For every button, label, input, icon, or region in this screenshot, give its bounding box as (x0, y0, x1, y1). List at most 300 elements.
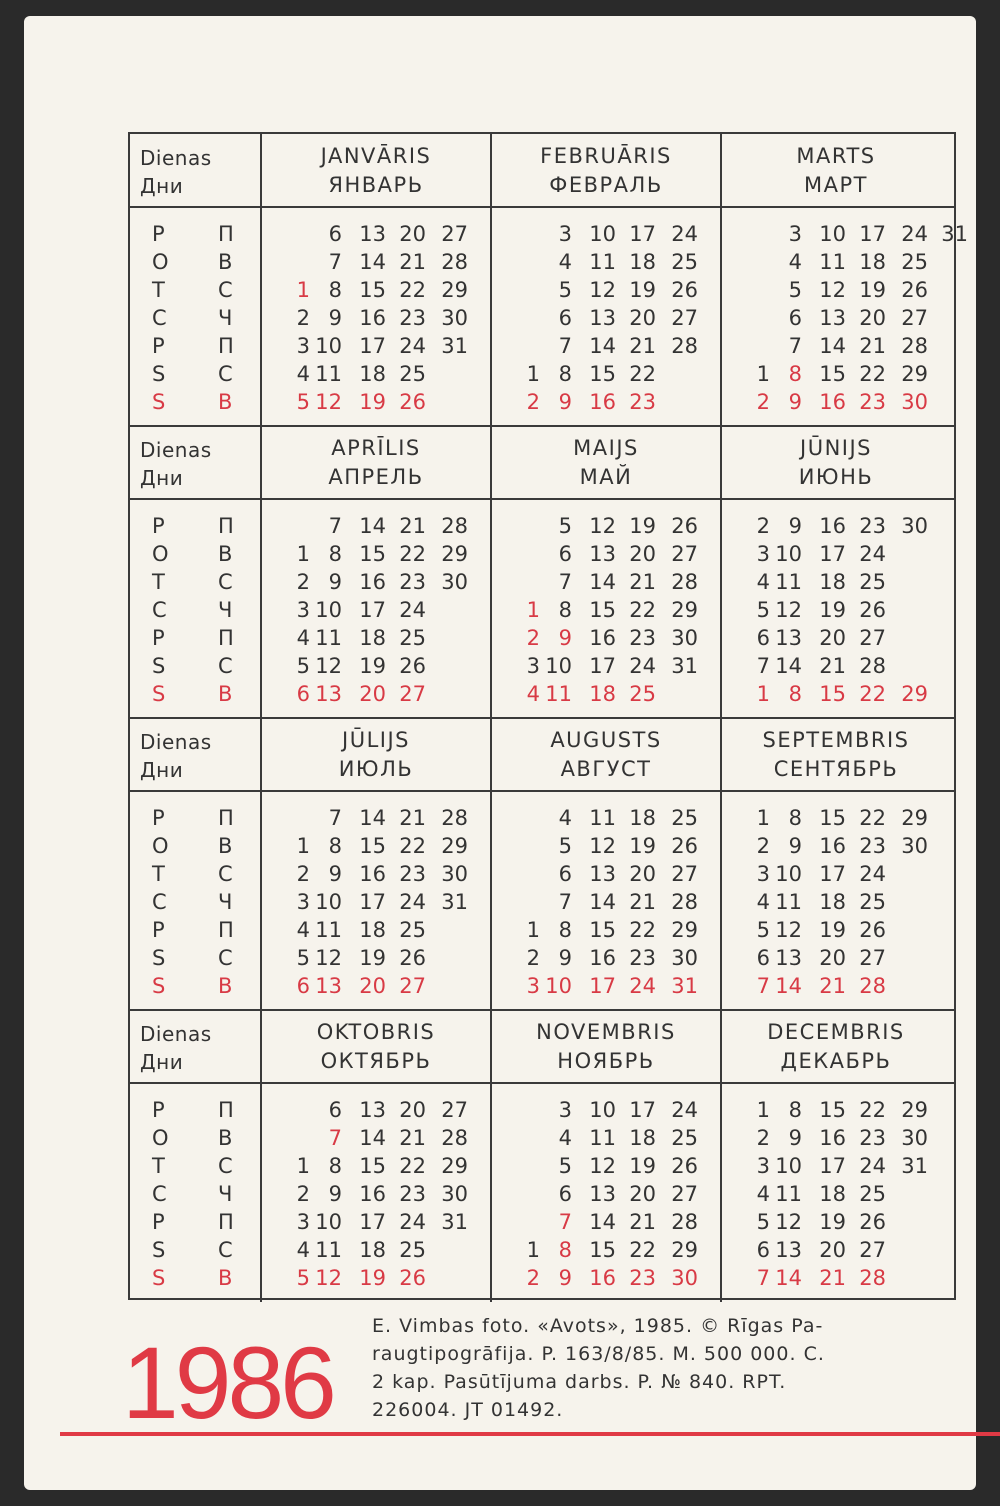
day-name-ru: С (218, 1238, 233, 1262)
day-cell: 23 (629, 946, 656, 970)
week-row (722, 888, 950, 916)
day-name-row (138, 568, 248, 596)
day-cell: 15 (819, 682, 846, 706)
day-cell: 25 (859, 570, 886, 594)
day-cell: 3 (526, 974, 540, 998)
day-cell: 7 (558, 570, 572, 594)
day-cell: 2 (526, 1266, 540, 1290)
day-name-ru: П (218, 1210, 234, 1234)
day-cell: 10 (545, 974, 572, 998)
day-cell: 30 (441, 1182, 468, 1206)
day-cell: 4 (558, 1126, 572, 1150)
day-cell: 18 (359, 626, 386, 650)
day-cell: 29 (901, 806, 928, 830)
day-name-ru: С (218, 362, 233, 386)
day-cell: 6 (788, 306, 802, 330)
day-cell: 10 (589, 1098, 616, 1122)
day-cell: 28 (441, 806, 468, 830)
day-names-column (138, 220, 248, 416)
month-days (722, 804, 950, 1000)
week-row (722, 860, 950, 888)
day-cell: 16 (819, 390, 846, 414)
day-cell: 7 (558, 890, 572, 914)
day-name-row (138, 624, 248, 652)
day-cell: 26 (671, 514, 698, 538)
day-cell: 4 (296, 626, 310, 650)
day-names-label-lv: Dienas (140, 730, 212, 754)
quarter-divider (130, 1009, 954, 1011)
week-row (492, 276, 720, 304)
day-names-label-lv: Dienas (140, 438, 212, 462)
day-cell: 4 (296, 362, 310, 386)
day-cell: 24 (399, 890, 426, 914)
day-name-row (138, 652, 248, 680)
day-cell: 16 (819, 1126, 846, 1150)
day-name-lv: P (152, 334, 165, 358)
week-row (492, 248, 720, 276)
week-row (722, 304, 950, 332)
day-cell: 31 (671, 654, 698, 678)
day-cell: 4 (296, 1238, 310, 1262)
day-cell: 13 (589, 1182, 616, 1206)
day-cell: 9 (328, 862, 342, 886)
day-cell: 12 (315, 946, 342, 970)
day-cell: 1 (526, 1238, 540, 1262)
month-name-lv: SEPTEMBRIS (762, 728, 910, 752)
day-cell: 24 (859, 862, 886, 886)
day-cell: 25 (629, 682, 656, 706)
day-name-row (138, 804, 248, 832)
day-name-row (138, 860, 248, 888)
day-cell: 18 (359, 918, 386, 942)
day-cell: 19 (629, 1154, 656, 1178)
day-cell: 29 (671, 1238, 698, 1262)
day-cell: 4 (756, 890, 770, 914)
day-cell: 6 (296, 974, 310, 998)
day-cell: 7 (328, 806, 342, 830)
header-divider (130, 206, 954, 208)
month-name-ru: ФЕВРАЛЬ (549, 173, 663, 197)
day-name-ru: П (218, 222, 234, 246)
day-cell: 18 (629, 806, 656, 830)
month-days (262, 1096, 490, 1292)
month-header (722, 726, 950, 784)
day-name-ru: С (218, 654, 233, 678)
week-row (722, 972, 950, 1000)
day-cell: 23 (859, 1126, 886, 1150)
week-row (722, 680, 950, 708)
day-cell: 22 (859, 1098, 886, 1122)
day-cell: 25 (671, 806, 698, 830)
month-days (722, 512, 950, 708)
day-cell: 24 (859, 542, 886, 566)
day-cell: 15 (359, 542, 386, 566)
day-cell: 30 (671, 1266, 698, 1290)
day-cell: 31 (441, 890, 468, 914)
day-cell: 26 (859, 1210, 886, 1234)
week-row (722, 332, 950, 360)
day-cell: 16 (819, 834, 846, 858)
day-cell: 2 (526, 946, 540, 970)
day-name-lv: O (152, 1126, 169, 1150)
day-cell: 24 (399, 598, 426, 622)
day-cell: 30 (441, 570, 468, 594)
day-cell: 21 (399, 250, 426, 274)
month-days (492, 220, 720, 416)
day-cell: 30 (901, 834, 928, 858)
week-row (262, 1180, 490, 1208)
day-cell: 1 (756, 806, 770, 830)
day-cell: 27 (859, 626, 886, 650)
day-cell: 12 (589, 278, 616, 302)
day-cell: 26 (399, 390, 426, 414)
day-cell: 16 (359, 306, 386, 330)
quarter-block (130, 718, 954, 1010)
day-cell: 15 (589, 1238, 616, 1262)
day-cell: 20 (399, 1098, 426, 1122)
day-cell: 19 (819, 918, 846, 942)
day-cell: 20 (819, 1238, 846, 1262)
day-name-row (138, 248, 248, 276)
day-names-label-ru: Дни (140, 758, 184, 782)
day-cell: 29 (441, 278, 468, 302)
week-row (722, 1236, 950, 1264)
day-name-ru: С (218, 570, 233, 594)
day-names-header (140, 1020, 260, 1076)
day-cell: 16 (359, 862, 386, 886)
day-cell: 15 (359, 278, 386, 302)
day-cell: 26 (671, 1154, 698, 1178)
week-row (262, 1096, 490, 1124)
day-names-header (140, 144, 260, 200)
day-cell: 4 (296, 918, 310, 942)
week-row (492, 972, 720, 1000)
day-cell: 4 (558, 806, 572, 830)
day-cell: 24 (399, 1210, 426, 1234)
day-cell: 1 (526, 362, 540, 386)
week-row (492, 220, 720, 248)
month-days (722, 220, 968, 416)
day-cell: 9 (328, 570, 342, 594)
day-cell: 12 (315, 654, 342, 678)
month-name-ru: ОКТЯБРЬ (320, 1049, 432, 1073)
day-cell: 16 (819, 514, 846, 538)
day-cell: 19 (359, 946, 386, 970)
day-cell: 31 (671, 974, 698, 998)
day-name-lv: C (152, 1182, 167, 1206)
day-names-column (138, 512, 248, 708)
day-cell: 3 (756, 862, 770, 886)
week-row (492, 860, 720, 888)
day-cell: 22 (629, 918, 656, 942)
day-cell: 23 (399, 862, 426, 886)
week-row (492, 512, 720, 540)
day-cell: 7 (558, 334, 572, 358)
day-cell: 8 (788, 806, 802, 830)
day-cell: 28 (859, 654, 886, 678)
day-cell: 11 (819, 250, 846, 274)
day-name-ru: П (218, 514, 234, 538)
month-header (722, 434, 950, 492)
day-cell: 5 (558, 514, 572, 538)
day-cell: 27 (441, 1098, 468, 1122)
day-cell: 19 (859, 278, 886, 302)
day-cell: 14 (359, 1126, 386, 1150)
day-name-lv: C (152, 306, 167, 330)
day-cell: 2 (296, 1182, 310, 1206)
day-cell: 24 (399, 334, 426, 358)
day-name-lv: S (152, 1238, 166, 1262)
day-name-lv: T (152, 862, 165, 886)
day-cell: 16 (589, 390, 616, 414)
day-cell: 14 (589, 890, 616, 914)
day-cell: 29 (901, 682, 928, 706)
month-name-lv: APRĪLIS (331, 436, 421, 460)
week-row (722, 1180, 950, 1208)
month-days (262, 512, 490, 708)
month-name-lv: MARTS (796, 144, 876, 168)
day-cell: 12 (315, 1266, 342, 1290)
day-cell: 18 (859, 250, 886, 274)
quarter-block (130, 1010, 954, 1302)
day-name-ru: В (218, 682, 233, 706)
day-cell: 15 (819, 362, 846, 386)
day-cell: 8 (558, 918, 572, 942)
day-cell: 14 (359, 514, 386, 538)
day-cell: 1 (296, 1154, 310, 1178)
day-cell: 9 (788, 514, 802, 538)
day-name-lv: S (152, 362, 166, 386)
day-cell: 29 (441, 834, 468, 858)
day-cell: 28 (671, 570, 698, 594)
day-cell: 1 (296, 834, 310, 858)
week-row (722, 1096, 950, 1124)
day-cell: 31 (901, 1154, 928, 1178)
day-cell: 21 (819, 974, 846, 998)
day-cell: 6 (756, 626, 770, 650)
day-cell: 4 (558, 250, 572, 274)
day-name-ru: П (218, 806, 234, 830)
day-cell: 26 (901, 278, 928, 302)
month-days (722, 1096, 950, 1292)
day-cell: 2 (526, 390, 540, 414)
day-cell: 11 (315, 1238, 342, 1262)
day-cell: 22 (399, 278, 426, 302)
week-row (492, 624, 720, 652)
day-cell: 13 (359, 222, 386, 246)
day-cell: 12 (589, 834, 616, 858)
day-cell: 31 (441, 1210, 468, 1234)
day-cell: 5 (788, 278, 802, 302)
day-cell: 17 (589, 654, 616, 678)
day-cell: 19 (359, 390, 386, 414)
imprint-line: 2 kap. Pasūtījuma darbs. P. № 840. RPT. (372, 1371, 787, 1393)
day-cell: 20 (819, 946, 846, 970)
day-cell: 23 (629, 1266, 656, 1290)
week-row (262, 540, 490, 568)
day-cell: 18 (359, 362, 386, 386)
day-cell: 9 (558, 1266, 572, 1290)
day-cell: 15 (589, 918, 616, 942)
day-cell: 4 (788, 250, 802, 274)
day-cell: 28 (671, 334, 698, 358)
day-cell: 19 (819, 1210, 846, 1234)
week-row (262, 944, 490, 972)
week-row (492, 1208, 720, 1236)
week-row (722, 596, 950, 624)
month-header (722, 1018, 950, 1076)
week-row (722, 388, 950, 416)
day-cell: 13 (775, 1238, 802, 1262)
day-name-lv: P (152, 514, 165, 538)
week-row (492, 596, 720, 624)
month-name-lv: JŪNIJS (800, 436, 872, 460)
day-cell: 8 (788, 362, 802, 386)
month-name-ru: НОЯБРЬ (557, 1049, 655, 1073)
week-row (492, 360, 720, 388)
day-name-lv: S (152, 1266, 166, 1290)
month-name-lv: JŪLIJS (342, 728, 410, 752)
day-name-lv: S (152, 946, 166, 970)
month-name-lv: JANVĀRIS (320, 144, 432, 168)
day-cell: 11 (589, 250, 616, 274)
day-cell: 12 (819, 278, 846, 302)
week-row (722, 1152, 950, 1180)
day-name-row (138, 512, 248, 540)
day-cell: 9 (558, 626, 572, 650)
day-cell: 30 (901, 1126, 928, 1150)
day-cell: 9 (558, 390, 572, 414)
day-cell: 8 (328, 278, 342, 302)
day-cell: 7 (756, 1266, 770, 1290)
day-cell: 10 (315, 334, 342, 358)
day-cell: 25 (859, 1182, 886, 1206)
day-name-row (138, 1152, 248, 1180)
day-cell: 22 (399, 834, 426, 858)
day-name-row (138, 220, 248, 248)
day-cell: 6 (328, 222, 342, 246)
day-cell: 3 (756, 1154, 770, 1178)
week-row (492, 1152, 720, 1180)
month-header (262, 434, 490, 492)
day-name-ru: П (218, 626, 234, 650)
day-name-lv: P (152, 222, 165, 246)
day-cell: 15 (359, 1154, 386, 1178)
day-cell: 19 (629, 514, 656, 538)
day-cell: 20 (399, 222, 426, 246)
day-cell: 12 (315, 390, 342, 414)
day-cell: 28 (671, 1210, 698, 1234)
day-cell: 9 (328, 1182, 342, 1206)
day-name-row (138, 388, 248, 416)
day-cell: 28 (441, 514, 468, 538)
day-cell: 8 (558, 1238, 572, 1262)
day-cell: 27 (859, 946, 886, 970)
day-cell: 28 (441, 250, 468, 274)
day-name-row (138, 1096, 248, 1124)
day-name-row (138, 1236, 248, 1264)
day-cell: 18 (589, 682, 616, 706)
day-cell: 14 (359, 250, 386, 274)
day-name-row (138, 276, 248, 304)
day-cell: 26 (399, 654, 426, 678)
month-name-ru: ЯНВАРЬ (328, 173, 424, 197)
day-cell: 29 (671, 918, 698, 942)
month-days (492, 804, 720, 1000)
day-cell: 15 (819, 806, 846, 830)
day-cell: 11 (775, 890, 802, 914)
week-row (722, 916, 950, 944)
month-name-ru: СЕНТЯБРЬ (773, 757, 899, 781)
day-cell: 13 (315, 682, 342, 706)
week-row (722, 512, 950, 540)
week-row (722, 220, 968, 248)
week-row (722, 568, 950, 596)
week-row (262, 1124, 490, 1152)
day-cell: 29 (901, 1098, 928, 1122)
day-cell: 21 (399, 1126, 426, 1150)
day-name-ru: Ч (218, 1182, 233, 1206)
week-row (262, 596, 490, 624)
day-cell: 21 (629, 890, 656, 914)
day-name-lv: S (152, 390, 166, 414)
week-row (262, 220, 490, 248)
month-days (262, 220, 490, 416)
week-row (492, 944, 720, 972)
quarter-block (130, 134, 968, 426)
week-row (262, 1264, 490, 1292)
imprint-line: raugtipogrāfija. P. 163/8/85. M. 500 000. C. (372, 1343, 825, 1365)
month-name-ru: МАЙ (579, 465, 633, 489)
imprint-line: 226004. JT 01492. (372, 1399, 564, 1421)
day-cell: 25 (399, 1238, 426, 1262)
day-cell: 23 (859, 390, 886, 414)
day-cell: 21 (629, 570, 656, 594)
day-cell: 21 (819, 654, 846, 678)
day-cell: 5 (756, 918, 770, 942)
week-row (722, 652, 950, 680)
day-names-label-ru: Дни (140, 174, 184, 198)
day-name-ru: Ч (218, 598, 233, 622)
day-cell: 20 (859, 306, 886, 330)
week-row (262, 832, 490, 860)
day-cell: 5 (756, 598, 770, 622)
week-row (492, 888, 720, 916)
day-cell: 27 (671, 862, 698, 886)
day-cell: 19 (629, 834, 656, 858)
day-cell: 27 (671, 1182, 698, 1206)
day-cell: 21 (629, 1210, 656, 1234)
calendar-card (24, 16, 976, 1490)
week-row (262, 1208, 490, 1236)
day-cell: 17 (859, 222, 886, 246)
week-row (722, 804, 950, 832)
day-cell: 29 (901, 362, 928, 386)
day-cell: 10 (775, 1154, 802, 1178)
day-cell: 23 (399, 306, 426, 330)
week-row (492, 1096, 720, 1124)
day-cell: 7 (788, 334, 802, 358)
day-cell: 15 (359, 834, 386, 858)
day-name-row (138, 944, 248, 972)
week-row (722, 624, 950, 652)
day-cell: 18 (819, 890, 846, 914)
day-cell: 14 (775, 974, 802, 998)
month-header (262, 726, 490, 784)
day-cell: 5 (558, 1154, 572, 1178)
day-cell: 14 (589, 1210, 616, 1234)
day-name-ru: В (218, 1266, 233, 1290)
